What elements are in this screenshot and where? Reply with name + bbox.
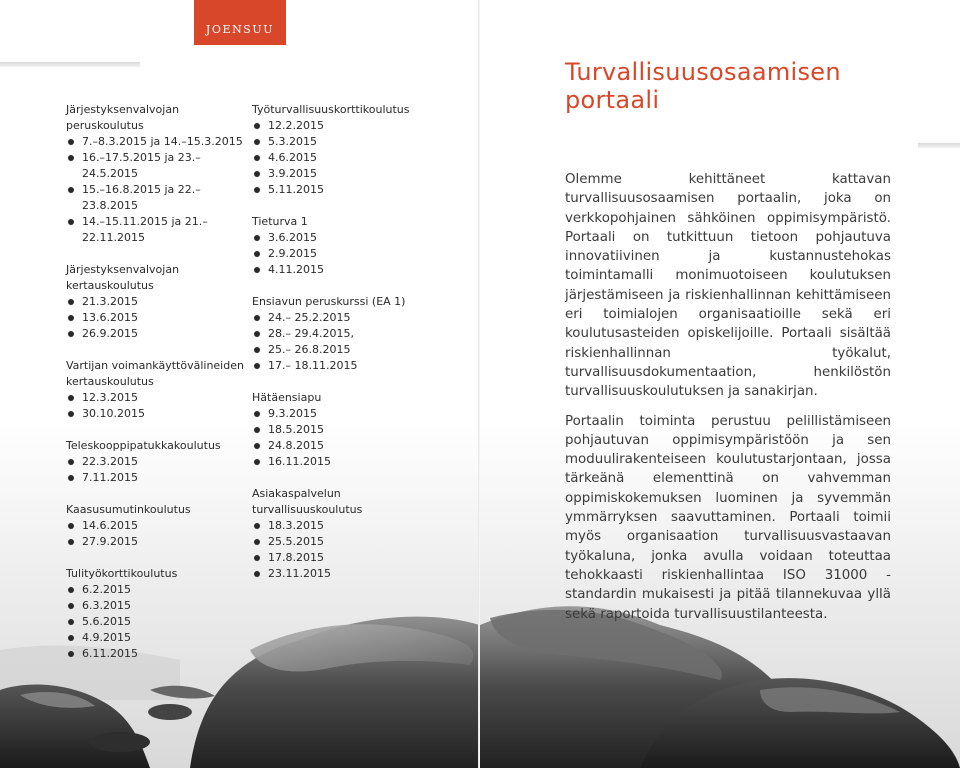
date-item: 6.2.2015 — [66, 582, 246, 598]
date-list — [66, 294, 246, 342]
date-list — [252, 118, 442, 198]
course-title: Järjestyksenvalvojan peruskoulutus — [66, 103, 180, 132]
date-item: 28.– 29.4.2015, — [252, 326, 442, 342]
date-item: 16.–17.5.2015 ja 23.–24.5.2015 — [66, 150, 246, 182]
right-divider-band — [918, 143, 960, 148]
date-item: 21.3.2015 — [66, 294, 246, 310]
portal-paragraph: Portaalin toiminta perustuu pelillistämiseen pohjautuvan oppimisympäristöön ja sen moduulirakenteiseen koulutustarjontaan, jossa tärkeänä elementtinä on vahvemman oppimiskokemuksen luominen ja syvemmän ymmärryksen saavuttaminen. Portaali toimii myös organisaation turvallisuusvastaavan työkaluna, jonka avulla voidaan toteuttaa tehokkaasti riskienhallintaa ISO 31000 -standardin mukaisesti ja pitää tilannekuvaa yllä sekä raportoida turvallisuustilanteesta. — [565, 413, 891, 622]
date-item: 14.–15.11.2015 ja 21.–22.11.2015 — [66, 214, 246, 246]
date-item: 7.–8.3.2015 ja 14.–15.3.2015 — [66, 134, 246, 150]
date-item: 27.9.2015 — [66, 534, 246, 550]
date-item: 30.10.2015 — [66, 406, 246, 422]
date-list — [66, 454, 246, 486]
date-item: 4.6.2015 — [252, 150, 442, 166]
course-title: Vartijan voimankäyttövälineiden kertauskoulutus — [66, 359, 244, 388]
date-item: 15.–16.8.2015 ja 22.–23.8.2015 — [66, 182, 246, 214]
date-item: 9.3.2015 — [252, 406, 442, 422]
date-item: 17.8.2015 — [252, 550, 442, 566]
date-item: 18.5.2015 — [252, 422, 442, 438]
course-section — [66, 566, 246, 662]
date-item: 5.6.2015 — [66, 614, 246, 630]
date-list — [252, 406, 442, 470]
date-item: 7.11.2015 — [66, 470, 246, 486]
date-item: 12.3.2015 — [66, 390, 246, 406]
date-item: 25.– 26.8.2015 — [252, 342, 442, 358]
date-list — [66, 518, 246, 550]
course-section — [66, 502, 246, 550]
date-item: 4.9.2015 — [66, 630, 246, 646]
date-item: 18.3.2015 — [252, 518, 442, 534]
date-item: 2.9.2015 — [252, 246, 442, 262]
course-section — [66, 358, 246, 422]
course-title: Ensiavun peruskurssi (EA 1) — [252, 295, 406, 308]
date-item: 13.6.2015 — [66, 310, 246, 326]
portal-paragraph: Olemme kehittäneet kattavan turvallisuusosaamisen portaalin, joka on verkkopohjainen sähköinen oppimisympäristö. Portaali on tutkittuun tietoon pohjautuva innovatiivinen ja kustannustehokas toimintamalli monimuotoiseen koulutuksen järjestämiseen ja riskienhallinnan kehittämiseen eri toimialojen organisaatioille sekä eri koulutusasteiden opiskelijoille. Portaali sisältää riskienhallinnan työkalut, turvallisuusdokumentaation, henkilöstön turvallisuuskoulutuksen ja sanakirjan. — [565, 172, 891, 400]
date-item: 5.11.2015 — [252, 182, 442, 198]
date-item: 6.11.2015 — [66, 646, 246, 662]
course-section — [252, 102, 442, 198]
course-title: Tieturva 1 — [252, 215, 308, 228]
date-item: 4.11.2015 — [252, 262, 442, 278]
date-item: 12.2.2015 — [252, 118, 442, 134]
date-list — [252, 310, 442, 374]
date-item: 17.– 18.11.2015 — [252, 358, 442, 374]
course-title: Kaasusumutinkoulutus — [66, 503, 191, 516]
date-list — [66, 134, 246, 246]
date-item: 16.11.2015 — [252, 454, 442, 470]
date-item: 23.11.2015 — [252, 566, 442, 582]
date-item: 25.5.2015 — [252, 534, 442, 550]
date-item: 22.3.2015 — [66, 454, 246, 470]
course-section — [252, 214, 442, 278]
course-title: Asiakaspalvelun turvallisuuskoulutus — [252, 487, 363, 516]
date-item: 3.9.2015 — [252, 166, 442, 182]
course-section — [252, 486, 442, 582]
course-title: Työturvallisuuskorttikoulutus — [252, 103, 410, 116]
course-section — [66, 262, 246, 342]
date-list — [252, 518, 442, 582]
course-title: Tulityökorttikoulutus — [66, 567, 178, 580]
page-spine — [478, 0, 480, 768]
course-section — [252, 294, 442, 374]
schedule-middle-column — [252, 102, 442, 598]
date-list — [66, 390, 246, 422]
portal-heading: Turvallisuusosaamisen portaali — [565, 58, 841, 114]
date-item: 5.3.2015 — [252, 134, 442, 150]
schedule-left-column — [66, 102, 246, 678]
date-item: 24.– 25.2.2015 — [252, 310, 442, 326]
city-tag — [194, 0, 286, 45]
course-section — [252, 390, 442, 470]
left-divider-band — [0, 62, 140, 67]
date-item: 14.6.2015 — [66, 518, 246, 534]
course-section — [66, 438, 246, 486]
course-title: Hätäensiapu — [252, 391, 322, 404]
course-title: Teleskooppipatukkakoulutus — [66, 439, 221, 452]
date-item: 6.3.2015 — [66, 598, 246, 614]
course-section — [66, 102, 246, 246]
date-item: 24.8.2015 — [252, 438, 442, 454]
city-label: JOENSUU — [205, 23, 275, 36]
course-title: Järjestyksenvalvojan kertauskoulutus — [66, 263, 180, 292]
date-list — [66, 582, 246, 662]
date-list — [252, 230, 442, 278]
portal-body — [565, 170, 891, 634]
date-item: 3.6.2015 — [252, 230, 442, 246]
date-item: 26.9.2015 — [66, 326, 246, 342]
